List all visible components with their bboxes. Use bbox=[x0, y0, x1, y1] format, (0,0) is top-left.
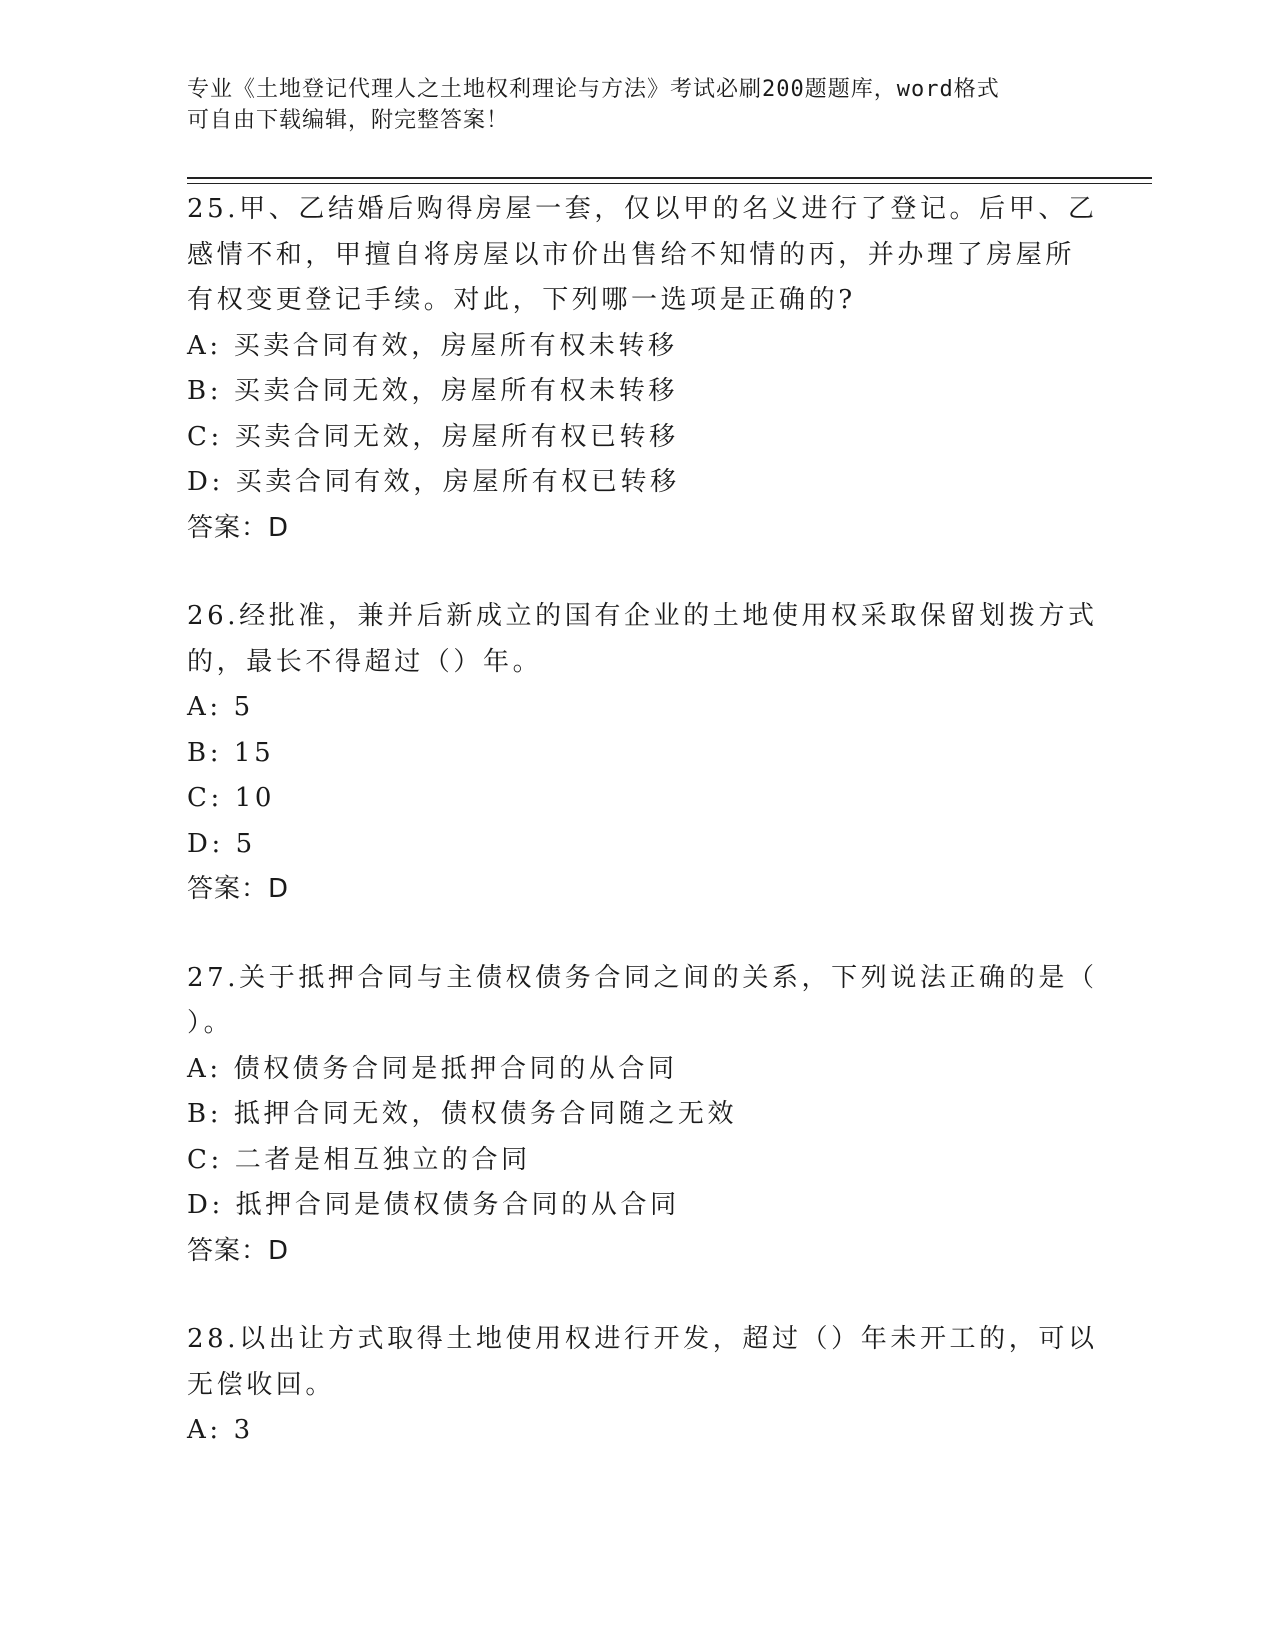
document-header bbox=[187, 74, 1087, 136]
header-divider-thin bbox=[187, 183, 1152, 184]
answer-line: 答案：D bbox=[187, 1235, 290, 1266]
question-list bbox=[187, 187, 1098, 1497]
question-stem-line: 的，最长不得超过（）年。 bbox=[187, 646, 543, 677]
option-a: A: 5 bbox=[187, 692, 254, 722]
header-line-2: 可自由下载编辑，附完整答案！ bbox=[187, 108, 510, 133]
question-27 bbox=[187, 956, 1098, 1275]
option-b: B: 买卖合同无效，房屋所有权未转移 bbox=[187, 376, 678, 406]
question-stem-line: 26.经批准，兼并后新成立的国有企业的土地使用权采取保留划拨方式 bbox=[187, 601, 1098, 631]
header-divider-thick bbox=[187, 177, 1152, 179]
question-stem-line: 无偿收回。 bbox=[187, 1369, 336, 1400]
option-a: A: 买卖合同有效，房屋所有权未转移 bbox=[187, 330, 678, 361]
option-a: A: 3 bbox=[187, 1415, 254, 1445]
option-d: D: 抵押合同是债权债务合同的从合同 bbox=[187, 1190, 680, 1220]
question-stem-line: 有权变更登记手续。对此，下列哪一选项是正确的? bbox=[187, 285, 856, 315]
option-c: C: 买卖合同无效，房屋所有权已转移 bbox=[187, 421, 679, 452]
question-25 bbox=[187, 187, 1098, 551]
answer-line: 答案：D bbox=[187, 874, 290, 904]
option-c: C: 10 bbox=[187, 783, 276, 813]
option-b: B: 抵押合同无效，债权债务合同随之无效 bbox=[187, 1099, 738, 1129]
question-stem-line: 25.甲、乙结婚后购得房屋一套，仅以甲的名义进行了登记。后甲、乙 bbox=[187, 194, 1098, 224]
question-28 bbox=[187, 1317, 1098, 1454]
question-26 bbox=[187, 594, 1098, 913]
header-line-1: 专业《土地登记代理人之土地权利理论与方法》考试必刷200题题库，word格式 bbox=[187, 77, 1000, 102]
answer-line: 答案：D bbox=[187, 512, 290, 543]
question-stem-line: 感情不和，甲擅自将房屋以市价出售给不知情的丙，并办理了房屋所 bbox=[187, 239, 1076, 270]
option-c: C: 二者是相互独立的合同 bbox=[187, 1144, 531, 1175]
option-d: D: 5 bbox=[187, 828, 256, 859]
option-b: B: 15 bbox=[187, 737, 275, 768]
question-stem-line: 28.以出让方式取得土地使用权进行开发，超过（）年未开工的，可以 bbox=[187, 1324, 1098, 1354]
option-a: A: 债权债务合同是抵押合同的从合同 bbox=[187, 1053, 678, 1084]
question-stem-line: ）。 bbox=[187, 1008, 234, 1038]
question-stem-line: 27.关于抵押合同与主债权债务合同之间的关系，下列说法正确的是（ bbox=[187, 962, 1098, 993]
option-d: D: 买卖合同有效，房屋所有权已转移 bbox=[187, 467, 680, 497]
